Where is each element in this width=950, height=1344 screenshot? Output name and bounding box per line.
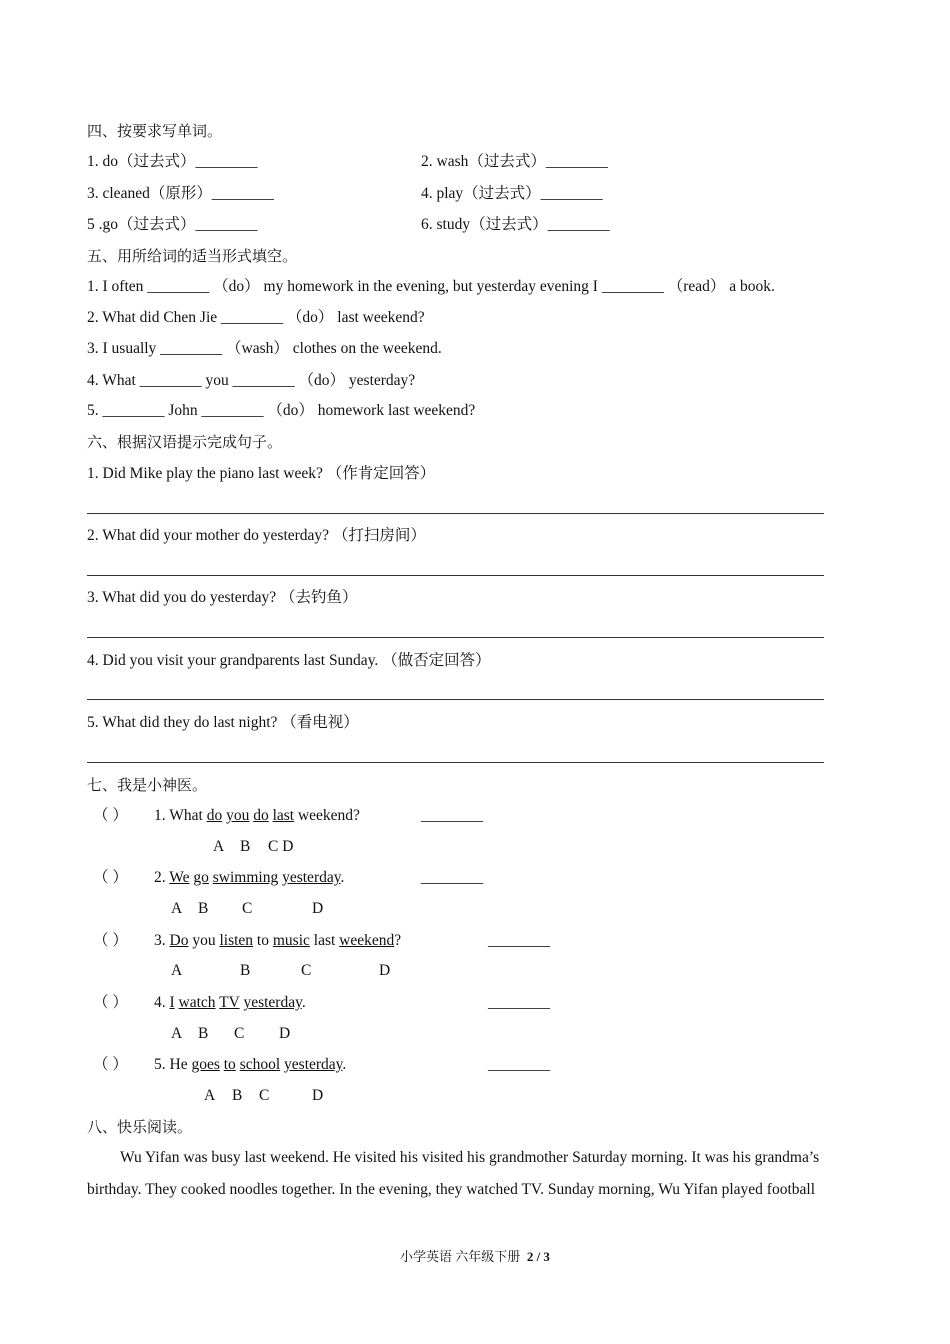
s5-item-5: 5. ________ John ________ （do） homework last weekend?: [87, 402, 476, 419]
s5-item-3: 3. I usually ________ （wash） clothes on the weekend.: [87, 340, 442, 357]
s5-item-1: 1. I often ________ （do） my homework in the evening, but yesterday evening I ________ （read） a book.: [87, 278, 775, 295]
s4-item-2: 2. wash（过去式）________: [421, 153, 608, 170]
option-b: B: [198, 1025, 209, 1042]
s6-item-4: 4. Did you visit your grandparents last Sunday. （做否定回答）: [87, 652, 491, 669]
section5-heading: 五、用所给词的适当形式填空。: [87, 247, 298, 265]
error-sentence-3: 3. Do you listen to music last weekend?: [154, 932, 402, 949]
correction-blank[interactable]: ________: [421, 807, 483, 824]
option-b: B: [198, 900, 209, 917]
correction-blank[interactable]: ________: [488, 1056, 550, 1073]
option-c: C: [234, 1025, 245, 1042]
reading-paragraph-line-1: Wu Yifan was busy last weekend. He visited his visited his grandmother Saturday morning. It was his grandma’s: [120, 1149, 820, 1166]
answer-paren[interactable]: （ ）: [93, 932, 128, 949]
option-d: D: [312, 1087, 324, 1104]
s6-item-5: 5. What did they do last night? （看电视）: [87, 714, 359, 731]
answer-paren[interactable]: （ ）: [93, 807, 128, 824]
option-c: C: [242, 900, 253, 917]
page-footer: [0, 1246, 950, 1265]
correction-blank[interactable]: ________: [488, 994, 550, 1011]
error-sentence-4: 4. I watch TV yesterday.: [154, 994, 306, 1011]
s4-item-6: 6. study（过去式）________: [421, 216, 610, 233]
section8-heading: 八、快乐阅读。: [87, 1118, 193, 1136]
option-b: B: [240, 962, 251, 979]
s4-item-1: 1. do（过去式）________: [87, 153, 258, 170]
s5-item-4: 4. What ________ you ________ （do） yesterday?: [87, 372, 416, 389]
section6-heading: 六、根据汉语提示完成句子。: [87, 433, 283, 451]
option-b: B: [240, 838, 251, 855]
s4-item-3: 3. cleaned（原形）________: [87, 185, 274, 202]
option-a: A: [204, 1087, 216, 1104]
reading-paragraph-line-2: birthday. They cooked noodles together. In the evening, they watched TV. Sunday morning, Wu Yifan played football: [87, 1181, 816, 1198]
s6-item-1: 1. Did Mike play the piano last week? （作肯定回答）: [87, 465, 436, 482]
footer-subject: 小学英语 六年级下册: [400, 1249, 521, 1264]
answer-line[interactable]: [87, 762, 824, 763]
option-d: D: [279, 1025, 291, 1042]
s6-item-3: 3. What did you do yesterday? （去钓鱼）: [87, 589, 358, 606]
option-a: A: [213, 838, 225, 855]
answer-line[interactable]: [87, 699, 824, 700]
option-d: D: [379, 962, 391, 979]
section4-heading: 四、按要求写单词。: [87, 122, 223, 140]
answer-line[interactable]: [87, 637, 824, 638]
option-a: A: [171, 962, 183, 979]
error-sentence-2: 2. We go swimming yesterday.: [154, 869, 345, 886]
option-cd: C D: [268, 838, 294, 855]
option-c: C: [259, 1087, 270, 1104]
option-a: A: [171, 900, 183, 917]
s4-item-5: 5 .go（过去式）________: [87, 216, 258, 233]
option-a: A: [171, 1025, 183, 1042]
option-b: B: [232, 1087, 243, 1104]
answer-paren[interactable]: （ ）: [93, 994, 128, 1011]
s5-item-2: 2. What did Chen Jie ________ （do） last weekend?: [87, 309, 425, 326]
option-d: D: [312, 900, 324, 917]
s6-item-2: 2. What did your mother do yesterday? （打扫房间）: [87, 527, 426, 544]
answer-paren[interactable]: （ ）: [93, 869, 128, 886]
page-number: 2 / 3: [526, 1249, 550, 1264]
correction-blank[interactable]: ________: [421, 869, 483, 886]
option-c: C: [301, 962, 312, 979]
error-sentence-1: 1. What do you do last weekend?: [154, 807, 360, 824]
answer-paren[interactable]: （ ）: [93, 1056, 128, 1073]
answer-line[interactable]: [87, 575, 824, 576]
error-sentence-5: 5. He goes to school yesterday.: [154, 1056, 347, 1073]
section7-heading: 七、我是小神医。: [87, 776, 208, 794]
s4-item-4: 4. play（过去式）________: [421, 185, 603, 202]
correction-blank[interactable]: ________: [488, 932, 550, 949]
answer-line[interactable]: [87, 513, 824, 514]
